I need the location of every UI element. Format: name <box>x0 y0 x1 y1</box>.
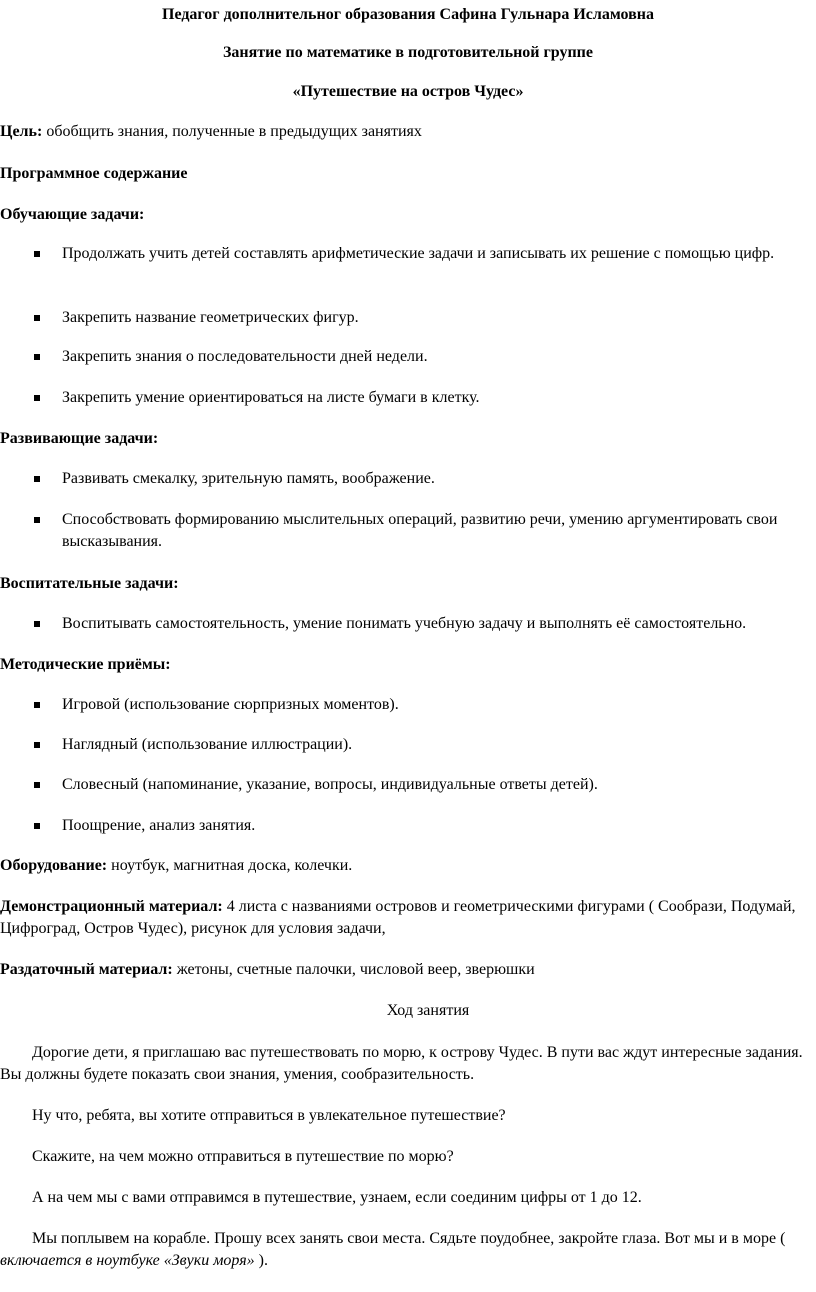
lesson-line: Занятие по математике в подготовительной группе <box>222 44 593 61</box>
program-content-heading: Программное содержание <box>0 165 188 182</box>
methods-heading: Методические приёмы: <box>0 656 171 673</box>
educational-tasks-list <box>0 613 816 635</box>
course-heading: Ход занятия <box>386 1002 470 1019</box>
goal-text: обобщить знания, полученные в предыдущих занятиях <box>42 123 422 140</box>
list-item: Воспитывать самостоятельность, умение понимать учебную задачу и выполнять её самостоятельно. <box>0 613 816 635</box>
developing-tasks-list <box>0 468 816 490</box>
last-paragraph-end: ). <box>254 1252 268 1269</box>
paragraph-3: Скажите, на чем можно отправиться в путешествие по морю? <box>32 1148 454 1165</box>
list-item: Поощрение, анализ занятия. <box>0 815 816 837</box>
demo-material-label: Демонстрационный материал: <box>0 898 223 915</box>
list-item: Продолжать учить детей составлять арифметические задачи и записывать их решение с помощью цифр. <box>0 243 816 265</box>
goal-label: Цель: <box>0 123 43 140</box>
document-title: «Путешествие на остров Чудес» <box>292 83 524 100</box>
handout-material-text: жетоны, счетные палочки, числовой веер, зверюшки <box>172 961 535 978</box>
teaching-tasks-list-2 <box>0 307 816 329</box>
list-item: Наглядный (использование иллюстрации). <box>0 734 816 756</box>
last-paragraph-italic: включается в ноутбуке «Звуки моря» <box>0 1252 255 1269</box>
handout-material-label: Раздаточный материал: <box>0 961 173 978</box>
handout-material-line <box>0 959 816 981</box>
developing-tasks-heading: Развивающие задачи: <box>0 430 159 447</box>
teaching-tasks-heading: Обучающие задачи: <box>0 206 145 223</box>
equipment-text: ноутбук, магнитная доска, колечки. <box>107 857 353 874</box>
list-item: Способствовать формированию мыслительных операций, развитию речи, умению аргументировать свои высказывания. <box>0 509 816 553</box>
methods-list-3 <box>0 774 816 796</box>
teaching-tasks-list-4 <box>0 387 816 409</box>
methods-list-2 <box>0 734 816 756</box>
list-item: Словесный (напоминание, указание, вопросы, индивидуальные ответы детей). <box>0 774 816 796</box>
list-item: Закрепить умение ориентироваться на листе бумаги в клетку. <box>0 387 816 409</box>
paragraph-2: Ну что, ребята, вы хотите отправиться в увлекательное путешествие? <box>32 1107 506 1124</box>
demo-material-text: 4 листа с названиями островов и геометрическими фигурами ( Сообрази, Подумай, Цифроград, Остров Чудес), рисунок для условия задачи, <box>0 898 796 937</box>
goal-line <box>0 121 816 143</box>
demo-material-line <box>0 896 816 940</box>
methods-list-4 <box>0 815 816 837</box>
paragraph-4: А на чем мы с вами отправимся в путешествие, узнаем, если соединим цифры от 1 до 12. <box>32 1189 642 1206</box>
last-paragraph-text: Мы поплывем на корабле. Прошу всех занять свои места. Сядьте поудобнее, закройте глаза. Вот мы и в море ( <box>32 1230 786 1247</box>
list-item: Закрепить знания о последовательности дней недели. <box>0 346 816 368</box>
list-item: Игровой (использование сюрпризных моментов). <box>0 694 816 716</box>
methods-list <box>0 694 816 716</box>
teaching-tasks-list <box>0 243 816 265</box>
educational-tasks-heading: Воспитательные задачи: <box>0 575 179 592</box>
teaching-tasks-list-3 <box>0 346 816 368</box>
list-item: Закрепить название геометрических фигур. <box>0 307 816 329</box>
equipment-label: Оборудование: <box>0 857 108 874</box>
last-paragraph <box>0 1228 816 1272</box>
developing-tasks-list-2 <box>0 509 816 553</box>
equipment-line <box>0 855 816 877</box>
list-item: Развивать смекалку, зрительную память, воображение. <box>0 468 816 490</box>
paragraph: Дорогие дети, я приглашаю вас путешествовать по морю, к острову Чудес. В пути вас ждут интересные задания. Вы должны будете показать свои знания, умения, сообразительность. <box>0 1044 803 1083</box>
author-line: Педагог дополнительног образования Сафина Гульнара Исламовна <box>162 6 654 23</box>
